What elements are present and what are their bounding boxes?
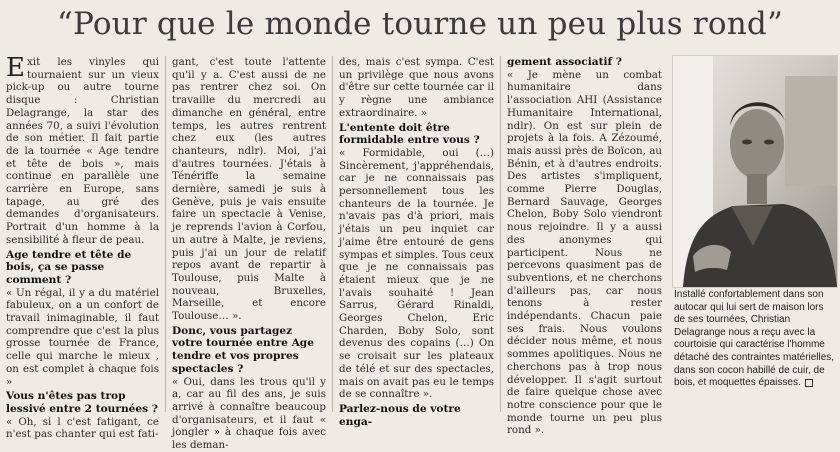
article-column-3 <box>339 56 494 428</box>
question-heading: Parlez-nous de votre enga- <box>339 402 461 428</box>
answer-paragraph: « Un régal, il y a du matériel fabuleux, on a un confort de travail inimaginable, il faut comprendre que c'est la plus grosse tournée de France, celle qui marche le mieux , on est complet à chaque fois » <box>6 286 159 388</box>
article-column-1 <box>6 53 159 441</box>
question-heading: gement associatif ? <box>507 56 622 68</box>
question-heading: Donc, vous partagez votre tournée entre Age tendre et vos propres spectacles ? <box>172 324 314 375</box>
column-divider <box>332 56 333 412</box>
question-heading: Vous n'êtes pas trop lessivé entre 2 tournées ? <box>6 390 158 415</box>
answer-paragraph: « Oh, si l c'est fatigant, ce n'est pas chanter qui est fati- <box>6 415 159 441</box>
article-column-2 <box>172 56 326 452</box>
answer-paragraph: « Formidable, oui (…) Sincèrement, j'appréhendais, car je ne connaissais pas personnellement tous les chanteurs de la tournée. Je n'avais pas d'à priori, mais j'étais un peu inquiet car j'aime être entouré de gens sympas et simples. Tous ceux que je ne connaissais pas étaient mieux que je ne l'avais souhaité ! Jean Sarrus, Gérard Rinaldi, Georges Chelon, Eric Charden, Boby Solo, sont devenus des copains (…) On se croisait sur les plateaux de télé et sur des spectacles, mais on avait pas eu le temps de se connaître ». <box>339 146 494 401</box>
end-mark-icon <box>805 379 813 387</box>
photo-caption <box>674 289 836 411</box>
answer-paragraph: des, mais c'est sympa. C'est un privilège que nous avons d'être sur cette tournée car il y règne une ambiance extraordinaire. » <box>339 56 494 119</box>
drop-cap: E <box>6 53 25 83</box>
headline: “Pour que le monde tourne un peu plus rond” <box>56 6 784 42</box>
caption-text: Installé confortablement dans son autocar qui lui sert de maison lors de ses tournées, Christian Delagrange nous a reçu avec la courtoisie qui caractérise l'homme détaché des contraintes matérielles, dans son cocon habillé de cuir, de bois, et moquettes épaisses. <box>674 289 835 389</box>
portrait-photo <box>672 55 838 288</box>
lead-paragraph: xit les vinyles qui tournaient sur un vieux pick-up ou autre tourne disque : Christian Delagrange, la star des années 70, a suivi l'évolution de son métier. Il fait partie de la tournée « Age tendre et tête de bois », mais continue en parallèle une carrière en Europe, sans tapage, au gré des demandes d'organisateurs. Portrait d'un homme à la sensibilité à fleur de peau. <box>6 56 159 246</box>
answer-paragraph: « Je mène un combat humanitaire dans l'association AHI (Assistance Humanitaire International, ndlr). On est sur plein de projets à la fois. A Zézoumé, mais aussi près de Boïcon, au Bénin, et à d'autres endroits. Des artistes s'impliquent, comme Pierre Douglas, Bernard Sauvage, Georges Chelon, Boby Solo viendront nous rejoindre. Il y a aussi des anonymes qui participent. Nous ne percevons quasiment pas de subventions, et ne cherchons d'ailleurs pas, car nous tenons à rester indépendants. Chacun paie ses frais. Nous voulons décider nous même, et nous sommes apolitiques. Nous ne cherchons pas à trop nous développer. Il s'agit surtout de faire quelque chose avec notre conscience pour que le monde tourne un peu plus rond ». <box>507 68 662 437</box>
portrait-illustration <box>673 56 837 287</box>
question-heading: Age tendre et tête de bois, ça se passe comment ? <box>6 248 132 286</box>
answer-paragraph: gant, c'est toute l'attente qu'il y a. C'est aussi de ne pas rentrer chez soi. On travaille du mercredi au dimanche en général, entre temps, les autres rentrent chez eux (les autres chanteurs, ndlr). Moi, j'ai d'autres tournées. J'étais à Ténériffe la semaine dernière, samedi je suis à Genève, puis je vais ensuite faire un spectacle à Venise, je reprends l'avion à Corfou, un autre à Malte, je reviens, puis j'ai un jour de relatif repos avant de repartir à Toulouse, puis Malte à nouveau, Bruxelles, Marseille, et encore Toulouse… ». <box>172 56 326 323</box>
column-divider <box>500 56 501 412</box>
question-heading: L'entente doit être formidable entre vous ? <box>339 121 480 147</box>
column-divider <box>165 56 166 412</box>
answer-paragraph: « Oui, dans les trous qu'il y a, car au fil des ans, je suis arrivé à connaître beaucoup d'organisateurs, et il faut « jongler » à chaque fois avec les deman- <box>172 375 326 452</box>
article-column-4 <box>507 56 662 437</box>
